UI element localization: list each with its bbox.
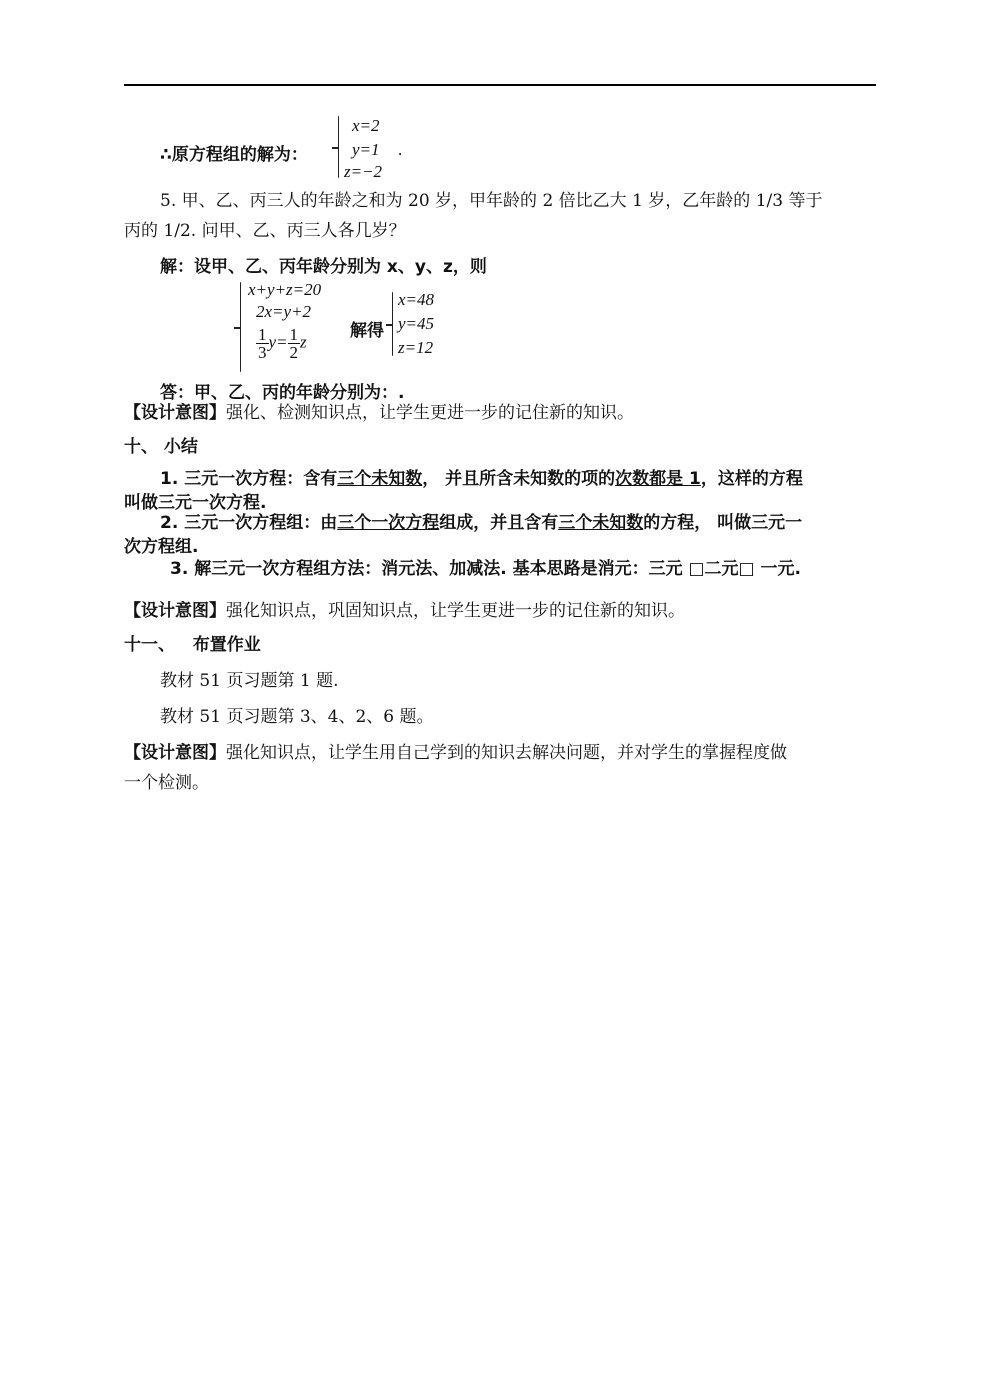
design-intent-3-line2: 一个检测。 — [124, 773, 209, 793]
design-intent-2 — [124, 596, 685, 621]
system-brace — [240, 282, 241, 372]
system-eq1: x+y+z=20 — [248, 280, 322, 299]
text: 1. 三元一次方程：含有 — [160, 469, 338, 489]
system-eq3 — [256, 326, 307, 361]
frac-numerator: 1 — [289, 325, 299, 344]
summary-item-1-line2: 叫做三元一次方程. — [124, 493, 267, 513]
text: 2. 三元一次方程组：由 — [160, 513, 338, 533]
underlined-term: 三个一次方程 — [337, 513, 440, 533]
solution-period: . — [398, 140, 403, 159]
summary-item-2 — [160, 508, 802, 533]
solution-eq-z: z=−2 — [344, 162, 383, 181]
result-x: x=48 — [398, 290, 435, 309]
text: ，这样的方程 — [700, 469, 803, 489]
underlined-term: 三个未知数 — [558, 513, 644, 533]
fraction-one-third — [256, 326, 269, 361]
solution-brace — [338, 116, 339, 178]
summary-item-3: 3. 解三元一次方程组方法：消元法、加减法. 基本思路是消元：三元 □二元□ 一元. — [170, 559, 801, 579]
design-text: 强化、检测知识点，让学生更进一步的记住新的知识。 — [226, 403, 634, 423]
frac-numerator: 1 — [258, 325, 267, 344]
frac-denominator: 3 — [258, 343, 267, 362]
underlined-term: 次数都是 1 — [615, 469, 701, 489]
text: ， 并且所含未知数的项的 — [422, 469, 616, 489]
result-brace — [392, 292, 393, 356]
design-text: 强化知识点，巩固知识点，让学生更进一步的记住新的知识。 — [226, 601, 685, 621]
result-z: z=12 — [398, 338, 434, 357]
eq3-end: z — [300, 332, 307, 352]
design-tag: 【设计意图】 — [124, 601, 226, 621]
fraction-one-half — [288, 326, 301, 361]
summary-item-2-line2: 次方程组. — [124, 537, 199, 557]
design-tag: 【设计意图】 — [124, 403, 226, 423]
problem5-line1: 5. 甲、乙、丙三人的年龄之和为 20 岁，甲年龄的 2 倍比乙大 1 岁，乙年龄的 1/3 等于 — [160, 191, 823, 211]
solved-label: 解得 — [350, 321, 384, 341]
system-eq2: 2x=y+2 — [256, 302, 312, 321]
problem5-line2: 丙的 1/2. 问甲、乙、丙三人各几岁？ — [124, 221, 406, 241]
text: 组成，并且含有 — [439, 513, 559, 533]
header-rule — [124, 84, 876, 86]
summary-item-1 — [160, 464, 803, 489]
underlined-term: 三个未知数 — [337, 469, 423, 489]
section10-title: 十、 小结 — [124, 437, 198, 457]
design-tag: 【设计意图】 — [124, 743, 226, 763]
text: 的方程， 叫做三元一 — [643, 513, 803, 533]
design-intent-3 — [124, 738, 787, 763]
solution-prefix: ∴原方程组的解为： — [160, 145, 308, 165]
result-y: y=45 — [398, 314, 435, 333]
frac-denominator: 2 — [289, 343, 299, 362]
solution-eq-y: y=1 — [352, 140, 380, 159]
homework-2: 教材 51 页习题第 3、4、2、6 题。 — [160, 707, 434, 727]
design-intent-1 — [124, 398, 634, 423]
section11-title: 十一、 布置作业 — [124, 635, 261, 655]
answer-line: 答：甲、乙、丙的年龄分别为：. — [160, 383, 405, 403]
eq3-middle: y= — [268, 332, 288, 352]
solution5-intro: 解：设甲、乙、丙年龄分别为 x、y、z，则 — [160, 257, 487, 277]
design-text: 强化知识点，让学生用自己学到的知识去解决问题，并对学生的掌握程度做 — [226, 743, 787, 763]
solution-eq-x: x=2 — [352, 116, 380, 135]
homework-1: 教材 51 页习题第 1 题. — [160, 671, 339, 691]
